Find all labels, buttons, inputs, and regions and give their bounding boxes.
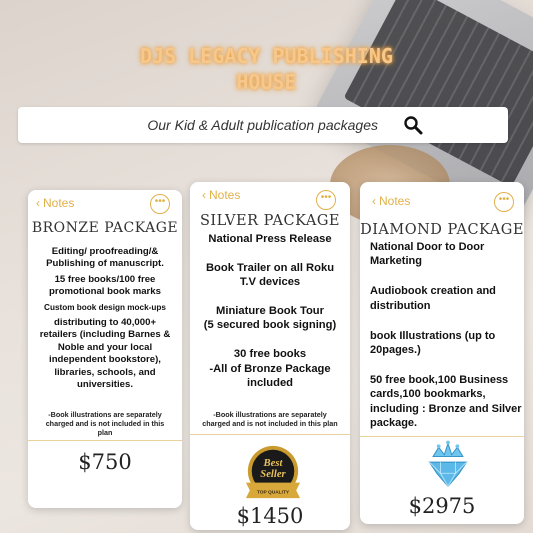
notes-back-link[interactable] <box>36 196 74 210</box>
detail-line: (5 secured book signing) <box>203 319 337 332</box>
package-title: SILVER PACKAGE <box>199 213 341 229</box>
divider <box>190 434 350 435</box>
detail-line: book Illustrations (up to <box>370 329 496 342</box>
detail-line: including : Bronze and Silver <box>370 402 522 415</box>
package-price: $1450 <box>236 504 304 528</box>
badge-ribbon: TOP QUALITY <box>256 490 290 496</box>
badge-best: Best <box>263 458 283 470</box>
detail-line: independent bookstore), <box>49 354 161 366</box>
detail-line: cards,100 bookmarks, <box>370 388 486 401</box>
detail-line: Book Trailer on all Roku <box>205 261 335 274</box>
illustration-note <box>190 410 350 428</box>
note-line: plan <box>97 428 113 437</box>
search-text: Our Kid & Adult publication packages <box>147 117 378 133</box>
note-line: charged and is not included in this plan <box>202 419 338 428</box>
detail-line: T.V devices <box>239 276 301 289</box>
detail-line: -All of Bronze Package <box>209 362 331 375</box>
diamond-package-card <box>360 182 524 524</box>
notes-back-link[interactable] <box>372 194 410 208</box>
notes-label: Notes <box>379 194 411 208</box>
detail-line: Editing/ proofreading/& <box>51 246 159 257</box>
chevron-left-icon: ‹ <box>36 196 40 210</box>
package-price: $750 <box>78 450 132 474</box>
best-seller-badge <box>244 444 302 502</box>
notes-back-link[interactable] <box>202 188 240 202</box>
detail-line: Marketing <box>370 255 422 268</box>
detail-line: 15 free books/100 free <box>54 273 156 285</box>
chevron-left-icon: ‹ <box>372 194 376 208</box>
detail-line: package. <box>370 416 418 429</box>
illustration-note <box>28 410 182 437</box>
detail-line: National Press Release <box>208 233 332 245</box>
detail-line: distribution <box>370 299 431 312</box>
detail-line: Audiobook creation and <box>370 285 496 298</box>
silver-package-card <box>190 182 350 530</box>
package-details <box>370 240 524 430</box>
notes-label: Notes <box>209 188 241 202</box>
detail-line: libraries, schools, and <box>54 366 156 378</box>
search-bar[interactable] <box>18 107 508 143</box>
detail-line: Miniature Book Tour <box>216 304 324 317</box>
detail-line: distributing to 40,000+ <box>53 317 157 329</box>
more-options-icon[interactable]: ••• <box>316 190 336 210</box>
detail-line: Publishing of manuscript. <box>46 258 164 270</box>
note-line: -Book illustrations are separately <box>48 410 162 419</box>
package-details <box>28 246 182 391</box>
package-details <box>190 232 350 391</box>
chevron-left-icon: ‹ <box>202 188 206 202</box>
page-title-line1: DJS LEGACY PUBLISHING <box>140 44 393 68</box>
detail-line: promotional book marks <box>49 286 161 298</box>
package-title: BRONZE PACKAGE <box>31 220 179 236</box>
detail-line: Custom book design mock-ups <box>44 302 166 312</box>
bronze-package-card <box>28 190 182 508</box>
detail-line: 20pages.) <box>370 344 421 357</box>
detail-line: National Door to Door <box>370 241 485 253</box>
badge-seller: Seller <box>260 468 286 480</box>
detail-line: universities. <box>77 379 133 391</box>
diamond-crown-icon <box>420 436 476 492</box>
page-title-line2: HOUSE <box>236 70 297 94</box>
more-options-icon[interactable]: ••• <box>494 192 514 212</box>
notes-label: Notes <box>43 196 75 210</box>
search-icon[interactable] <box>403 115 423 135</box>
more-options-icon[interactable]: ••• <box>150 194 170 214</box>
note-line: charged and is not included in this <box>45 419 165 428</box>
detail-line: 30 free books <box>233 347 307 360</box>
package-price: $2975 <box>408 494 476 518</box>
detail-line: 50 free book,100 Business <box>370 374 509 387</box>
detail-line: retailers (including Barnes & <box>39 329 171 341</box>
divider <box>28 440 182 441</box>
package-title: DIAMOND PACKAGE <box>360 222 524 238</box>
detail-line: Noble and your local <box>57 341 153 353</box>
note-line: -Book illustrations are separately <box>213 410 327 419</box>
detail-line: included <box>247 377 293 390</box>
